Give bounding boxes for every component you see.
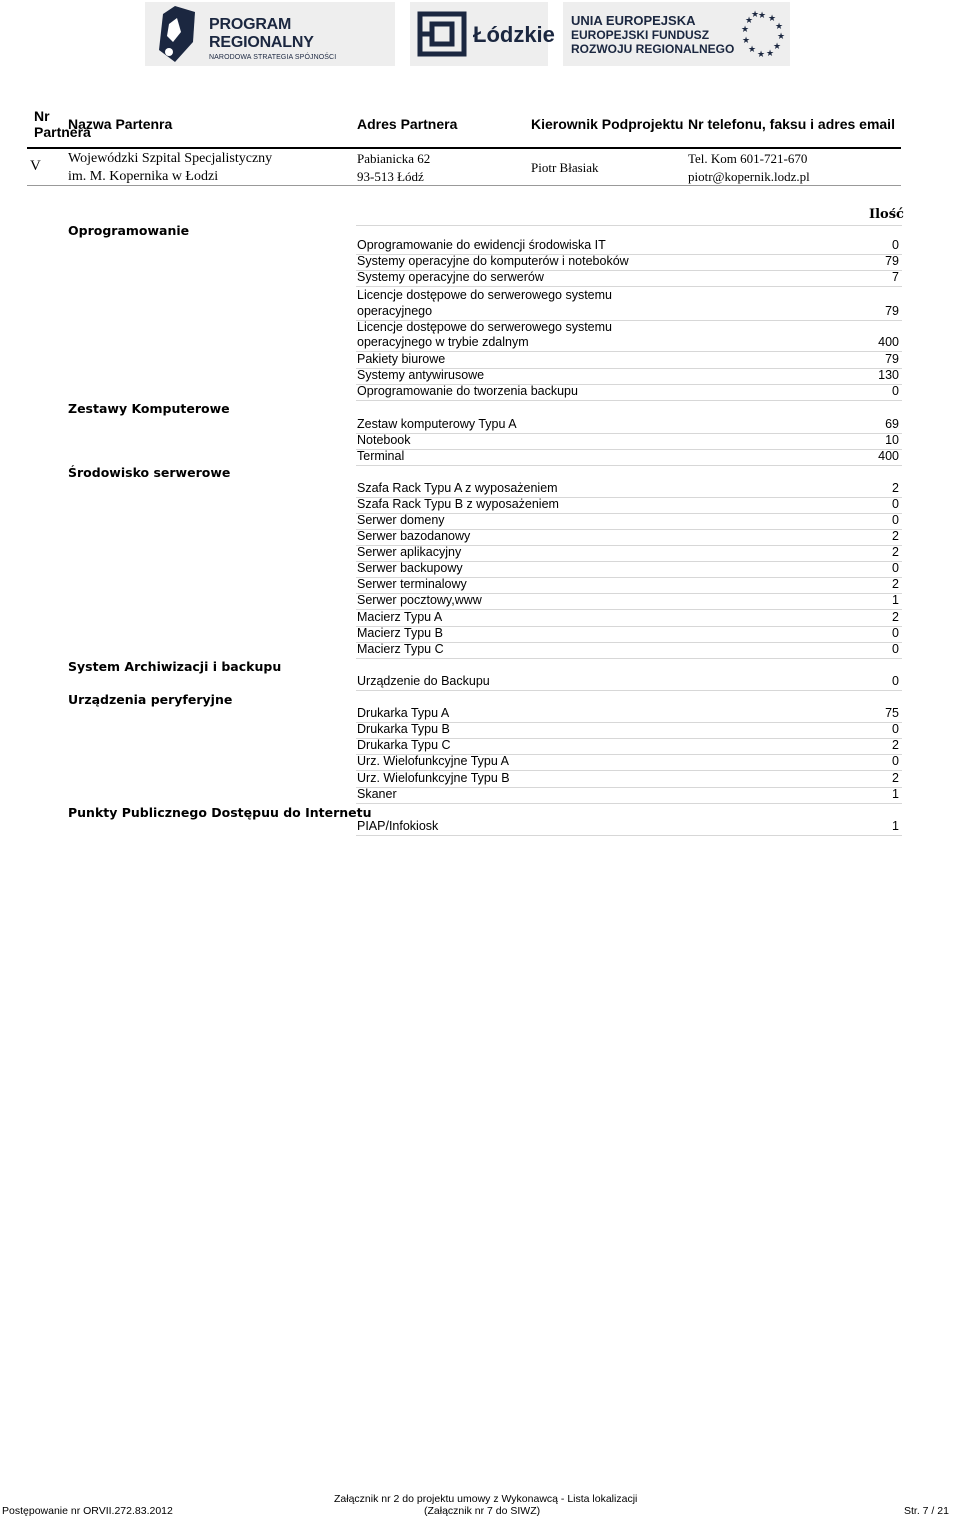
partner-adres-line1: Pabianicka 62 — [357, 151, 431, 166]
lodzkie-title: Łódzkie — [473, 22, 555, 47]
svg-text:★: ★ — [775, 22, 784, 32]
item-row — [356, 674, 902, 691]
svg-text:★: ★ — [758, 11, 767, 21]
item-name: Serwer backupowy — [357, 561, 463, 575]
item-name: Drukarka Typu C — [357, 738, 451, 752]
svg-text:★: ★ — [766, 49, 775, 59]
partner-email[interactable]: piotr@kopernik.lodz.pl — [688, 169, 810, 184]
item-qty: 2 — [892, 738, 899, 752]
item-name: Serwer aplikacyjny — [357, 545, 462, 559]
category-zestawy: Zestawy Komputerowe — [68, 401, 230, 416]
item-qty: 0 — [892, 561, 899, 575]
svg-text:★: ★ — [742, 36, 751, 46]
item-qty: 0 — [892, 513, 899, 527]
header-adres: Adres Partnera — [357, 116, 458, 132]
item-row — [356, 754, 902, 771]
partner-telefon: Tel. Kom 601-721-670 — [688, 151, 808, 166]
item-qty: 79 — [885, 304, 899, 318]
item-name: Urządzenie do Backupu — [357, 674, 490, 688]
item-qty: 0 — [892, 642, 899, 656]
svg-text:★: ★ — [777, 32, 786, 42]
item-name: Drukarka Typu A — [357, 706, 450, 720]
footer-page-number: Str. 7 / 21 — [904, 1505, 949, 1517]
item-qty: 130 — [878, 368, 899, 382]
svg-text:★: ★ — [757, 50, 766, 60]
item-qty: 0 — [892, 722, 899, 736]
item-name: Systemy operacyjne do komputerów i noteboków — [357, 254, 629, 268]
svg-text:★: ★ — [773, 42, 782, 52]
item-qty: 0 — [892, 754, 899, 768]
header-nr-line1: Nr — [34, 108, 50, 124]
item-name: Macierz Typu A — [357, 610, 443, 624]
item-qty: 2 — [892, 545, 899, 559]
item-qty: 69 — [885, 417, 899, 431]
item-qty: 0 — [892, 674, 899, 688]
item-row — [356, 787, 902, 804]
item-qty: 7 — [892, 270, 899, 284]
item-name: Terminal — [357, 449, 405, 463]
item-name: Serwer pocztowy,www — [357, 593, 482, 607]
item-row — [356, 319, 902, 352]
eu-stars-icon — [740, 10, 784, 58]
item-name: Urz. Wielofunkcyjne Typu A — [357, 754, 509, 768]
item-name: Skaner — [357, 787, 397, 801]
program-regionalny-title: PROGRAM REGIONALNY — [209, 16, 314, 51]
header-telefon: Nr telefonu, faksu i adres email — [688, 116, 895, 132]
item-qty: 1 — [892, 593, 899, 607]
footer-postepowanie: Postępowanie nr ORVII.272.83.2012 — [2, 1505, 173, 1517]
item-name: Szafa Rack Typu A z wyposażeniem — [357, 481, 558, 495]
item-qty: 75 — [885, 706, 899, 720]
item-qty: 2 — [892, 529, 899, 543]
partner-nazwa-line1: Wojewódzki Szpital Specjalistyczny — [68, 151, 273, 166]
item-qty: 2 — [892, 610, 899, 624]
partner-kierownik: Piotr Błasiak — [531, 160, 599, 175]
category-oprogramowanie: Oprogramowanie — [68, 223, 190, 238]
item-name: Pakiety biurowe — [357, 352, 446, 366]
eu-logo — [563, 2, 790, 66]
item-name: Oprogramowanie do tworzenia backupu — [357, 384, 578, 398]
item-name: Urz. Wielofunkcyjne Typu B — [357, 771, 510, 785]
item-name: Serwer bazodanowy — [357, 529, 471, 543]
lodzkie-logo — [410, 2, 555, 66]
category-ppd: Punkty Publicznego Dostępuu do Internetu — [68, 805, 372, 820]
item-qty: 2 — [892, 771, 899, 785]
item-name: Systemy antywirusowe — [357, 368, 485, 382]
item-name-line2: operacyjnego w trybie zdalnym — [357, 335, 529, 349]
item-qty: 79 — [885, 254, 899, 268]
item-qty: 0 — [892, 384, 899, 398]
category-archiwizacja: System Archiwizacji i backupu — [68, 659, 282, 674]
item-name-line2: operacyjnego — [357, 304, 433, 318]
header-nr-line2: Partnera — [34, 124, 91, 140]
category-srodowisko: Środowisko serwerowe — [68, 465, 231, 480]
ilosc-header: Ilość — [869, 207, 904, 222]
item-qty: 79 — [885, 352, 899, 366]
item-row — [356, 771, 902, 788]
item-name: Oprogramowanie do ewidencji środowiska IT — [357, 238, 606, 252]
item-name: Licencje dostępowe do serwerowego systemu — [357, 288, 612, 302]
item-name: PIAP/Infokiosk — [357, 819, 439, 833]
item-qty: 2 — [892, 577, 899, 591]
item-row — [356, 593, 902, 610]
eu-line1: UNIA EUROPEJSKA — [571, 13, 696, 28]
item-name: Serwer terminalowy — [357, 577, 467, 591]
item-qty: 0 — [892, 238, 899, 252]
item-row — [356, 417, 902, 434]
item-qty: 0 — [892, 497, 899, 511]
svg-text:★: ★ — [745, 16, 754, 26]
item-row — [356, 384, 902, 401]
partner-divider — [27, 185, 901, 186]
svg-text:★: ★ — [741, 25, 750, 35]
item-qty: 10 — [885, 433, 899, 447]
item-row — [356, 819, 902, 836]
program-regionalny-subtitle: NARODOWA STRATEGIA SPÓJNOŚCI — [209, 54, 337, 61]
item-row — [356, 449, 902, 466]
item-name: Licencje dostępowe do serwerowego systemu — [357, 320, 612, 334]
item-qty: 0 — [892, 626, 899, 640]
program-regionalny-emblem-icon — [145, 2, 205, 66]
item-row — [356, 287, 902, 321]
partner-adres-line2: 93-513 Łódź — [357, 169, 424, 184]
item-name: Drukarka Typu B — [357, 722, 450, 736]
partner-nazwa-line2: im. M. Kopernika w Łodzi — [68, 169, 219, 184]
item-name: Macierz Typu B — [357, 626, 443, 640]
header-nazwa: Nazwa Partenra — [68, 116, 173, 132]
logo-bar — [0, 0, 960, 70]
svg-text:★: ★ — [768, 14, 777, 24]
eu-line2: EUROPEJSKI FUNDUSZ — [571, 28, 710, 42]
item-name: Szafa Rack Typu B z wyposażeniem — [357, 497, 559, 511]
item-qty: 400 — [878, 335, 899, 349]
item-row — [356, 642, 902, 659]
header-kierownik: Kierownik Podprojektu — [531, 116, 684, 132]
item-row — [356, 433, 902, 450]
item-qty: 1 — [892, 787, 899, 801]
item-qty: 2 — [892, 481, 899, 495]
item-qty: 400 — [878, 449, 899, 463]
eu-line3: ROZWOJU REGIONALNEGO — [571, 42, 735, 56]
item-name: Notebook — [357, 433, 411, 447]
item-qty: 1 — [892, 819, 899, 833]
item-row — [356, 270, 902, 287]
item-name: Serwer domeny — [357, 513, 445, 527]
lodzkie-emblem-icon — [416, 4, 472, 64]
footer-zalacznik-line2: (Załącznik nr 7 do SIWZ) — [424, 1505, 541, 1517]
partner-nr: V — [30, 158, 41, 174]
header-divider — [27, 147, 901, 149]
category-peryferyjne: Urządzenia peryferyjne — [68, 692, 233, 707]
footer-zalacznik-line1: Załącznik nr 2 do projektu umowy z Wykonawcą - Lista lokalizacji — [334, 1493, 638, 1505]
item-name: Macierz Typu C — [357, 642, 444, 656]
program-regionalny-logo — [145, 2, 395, 66]
ilosc-divider — [356, 225, 902, 226]
item-name: Zestaw komputerowy Typu A — [357, 417, 517, 431]
svg-text:★: ★ — [748, 45, 757, 55]
item-name: Systemy operacyjne do serwerów — [357, 270, 544, 284]
svg-text:★: ★ — [751, 10, 760, 20]
